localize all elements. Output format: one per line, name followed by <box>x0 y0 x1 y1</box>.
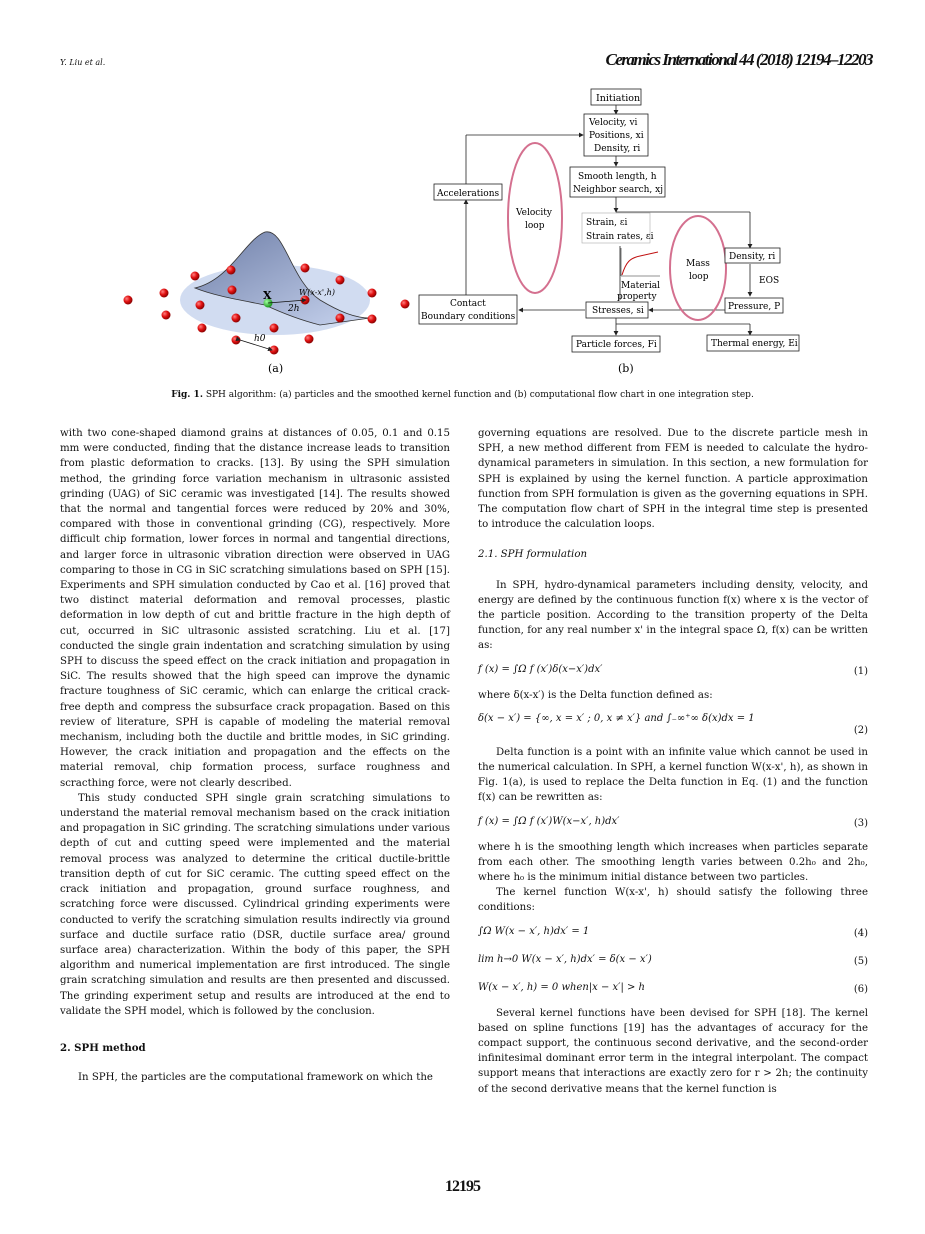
contact-box-line2: Boundary conditions <box>421 312 516 322</box>
equation-2 <box>478 709 868 739</box>
equation-4-body: ∫Ω W(x − x′, h)dx′ = 1 <box>478 925 590 937</box>
part-a-label: (a) <box>268 362 284 375</box>
material-label-line2: property <box>617 292 657 302</box>
caption-label: Fig. 1. <box>171 390 203 400</box>
strain-box-line2: Strain rates, εi <box>586 232 654 242</box>
left-paragraph-3: In SPH, the particles are the computational framework on which the <box>78 1072 433 1084</box>
equation-4-number: (4) <box>853 927 868 939</box>
flow-chart <box>419 89 799 375</box>
velocity-loop-arrow <box>508 143 562 293</box>
material-label-line1: Material <box>621 281 660 291</box>
density-box: Density, ri <box>729 252 776 262</box>
material-curve-thumbnail <box>621 248 660 276</box>
h0-label: h0 <box>254 334 266 344</box>
section-heading: 2. SPH method <box>60 1041 146 1054</box>
caption-text: SPH algorithm: (a) particles and the smoothed kernel function and (b) computational flow chart in one integration step. <box>205 390 754 400</box>
equation-5-number: (5) <box>853 955 868 967</box>
thermal-energy-box: Thermal energy, Ei <box>711 339 798 349</box>
right-column <box>478 426 868 1097</box>
running-header-authors: Y. Liu et al. <box>60 58 106 67</box>
equation-3 <box>478 812 868 834</box>
part-b-label: (b) <box>618 362 634 375</box>
running-header-journal: Ceramics International 44 (2018) 12194–12203 <box>605 50 872 69</box>
page-number: 12195 <box>445 1178 480 1195</box>
equation-1-body: f (x) = ∫Ω f (x′)δ(x−x′)dx′ <box>478 663 603 675</box>
subsection-heading: 2.1. SPH formulation <box>478 549 588 561</box>
right-paragraph-5: where h is the smoothing length which increases when particles separate from each other. The smoothing length varies between 0.2h₀ and 2h₀, where h₀ is the minimum initial distance between two particles. <box>478 841 868 884</box>
velocity-box-line2: Positions, xi <box>589 131 644 141</box>
equation-5-body: lim h→0 W(x − x′, h)dx′ = δ(x − x′) <box>478 953 652 965</box>
equation-4 <box>478 922 868 944</box>
strain-box-line1: Strain, εi <box>586 218 628 228</box>
equation-1-number: (1) <box>853 665 868 677</box>
equation-6-number: (6) <box>853 983 868 995</box>
figure-caption <box>0 390 925 400</box>
smooth-box-line1: Smooth length, h <box>578 172 657 182</box>
equation-2-number: (2) <box>853 724 868 736</box>
right-paragraph-1: governing equations are resolved. Due to the discrete particle mesh in SPH, a new method different from FEM is needed to calculate the hydro-dynamical parameters in simulation. In this section, a new formulation for SPH is explained by using the kernel function. A particle approximation function from SPH formulation is given as the governing equations in SPH. The computation flow chart of SPH in the integral time step is presented to introduce the calculation loops. <box>478 428 868 531</box>
mass-loop-line2: loop <box>689 272 709 282</box>
velocity-loop-line1: Velocity <box>516 208 552 218</box>
equation-1 <box>478 660 868 682</box>
equation-5 <box>478 950 868 972</box>
eos-label: EOS <box>759 276 780 286</box>
velocity-box-line1: Velocity, vi <box>589 118 638 128</box>
particle-forces-box: Particle forces, Fi <box>576 340 657 350</box>
left-paragraph-2: This study conducted SPH single grain scratching simulations to understand the material removal mechanism based on the crack initiation and propagation in SiC grinding. The scratching simulations under various depth of cut and cutting speed were implemented and the material removal process was analyzed to determine the critical ductile-brittle transition depth of cut for SiC ceramic. The cutting speed effect on the crack initiation and propagation, ground surface roughness, and scratching force were discussed. Cylindrical grinding experiments were conducted to verify the scratching simulation results indirectly via ground surface and ductile surface ratio (DSR, ductile surface area/ ground surface area) characterization. Within the body of this paper, the SPH algorithm and numerical implementation are first introduced. The single grain scratching simulation and results are then presented and discussed. The grinding experiment setup and results are introduced at the end to validate the SPH model, which is followed by the conclusion. <box>60 792 450 1017</box>
equation-6 <box>478 978 868 1000</box>
mass-loop-line1: Mass <box>686 259 710 269</box>
right-paragraph-4: Delta function is a point with an infinite value which cannot be used in the numerical calculation. In SPH, a kernel function W(x-x', h), as shown in Fig. 1(a), is used to replace the Delta function in Eq. (1) and the function f(x) can be rewritten as: <box>478 746 868 804</box>
left-paragraph-1: with two cone-shaped diamond grains at distances of 0.05, 0.1 and 0.15 mm were conducted, finding that the distance increase leads to transition from plastic deformation to cracks. [13]. By using the SPH simulation method, the grinding force variation mechanism in ultrasonic assisted grinding (UAG) of SiC ceramic was investigated [14]. The results showed that the normal and tangential forces were reduced by 20% and 30%, compared with those in conventional grinding (CG), respectively. More difficult chip formation, lower forces in normal and tangential directions, and larger force in ultrasonic vibration direction were observed in UAG comparing to those in CG in SiC scratching simulations based on SPH [15]. Experiments and SPH simulation conducted by Cao et al. [16] proved that two distinct material deformation and removal processes, plastic deformation in low depth of cut and brittle fracture in the high depth of cut, occurred in SiC ultrasonic assisted scratching. Liu et al. [17] conducted the single grain indentation and scratching simulation by using SPH to discuss the speed effect on the crack initiation and propagation in SiC. The results showed that the high speed can improve the dynamic fracture toughness of SiC ceramic, which can enlarge the critical crack-free depth and compress the subsurface crack propagation. Based on this review of literature, SPH is capable of modeling the material removal mechanism, including both the ductile and brittle modes, in SiC grinding. However, the crack initiation and propagation and the effects on the material removal, chip formation process, surface roughness and scracthing force, were not clearly described. <box>60 428 450 789</box>
initiation-box: Initiation <box>596 93 641 104</box>
equation-2-body: δ(x − x′) = {∞, x = x′ ; 0, x ≠ x′} and ∫₋∞⁺∞ δ(x)dx = 1 <box>478 712 755 724</box>
left-column <box>60 426 450 1085</box>
right-paragraph-3: where δ(x-x′) is the Delta function defined as: <box>478 689 713 701</box>
two-h-label: 2h <box>288 304 300 314</box>
figure-1 <box>0 0 925 400</box>
x-label: X <box>263 289 272 302</box>
accelerations-box: Accelerations <box>437 189 500 199</box>
pressure-box: Pressure, P <box>728 302 781 312</box>
right-paragraph-7: Several kernel functions have been devised for SPH [18]. The kernel based on spline functions [19] has the advantages of accuracy for the compact support, the continuous second derivative, and the second-order infinitesimal dominant error term in the integral interpolant. The compact support means that interactions are exactly zero for r > 2h; the continuity of the second derivative means that the kernel function is <box>478 1007 868 1095</box>
equation-3-number: (3) <box>853 817 868 829</box>
right-paragraph-2: In SPH, hydro-dynamical parameters including density, velocity, and energy are defined by the continuous function f(x) where x is the vector of the particle position. According to the transition property of the Delta function, for any real number x' in the integral space Ω, f(x) can be written as: <box>478 579 868 652</box>
stresses-box: Stresses, si <box>592 306 644 316</box>
particle-diagram <box>124 232 410 375</box>
contact-box-line1: Contact <box>450 299 486 309</box>
equation-6-body: W(x − x′, h) = 0 when|x − x′| > h <box>478 981 646 993</box>
smooth-box-line2: Neighbor search, xj <box>573 185 664 195</box>
right-paragraph-6: The kernel function W(x-x', h) should satisfy the following three conditions: <box>478 887 868 914</box>
equation-3-body: f (x) = ∫Ω f (x′)W(x−x′, h)dx′ <box>478 815 620 827</box>
velocity-loop-line2: loop <box>525 221 545 231</box>
velocity-box-line3: Density, ri <box>594 144 641 154</box>
kernel-label: W(x-x',h) <box>299 288 335 297</box>
